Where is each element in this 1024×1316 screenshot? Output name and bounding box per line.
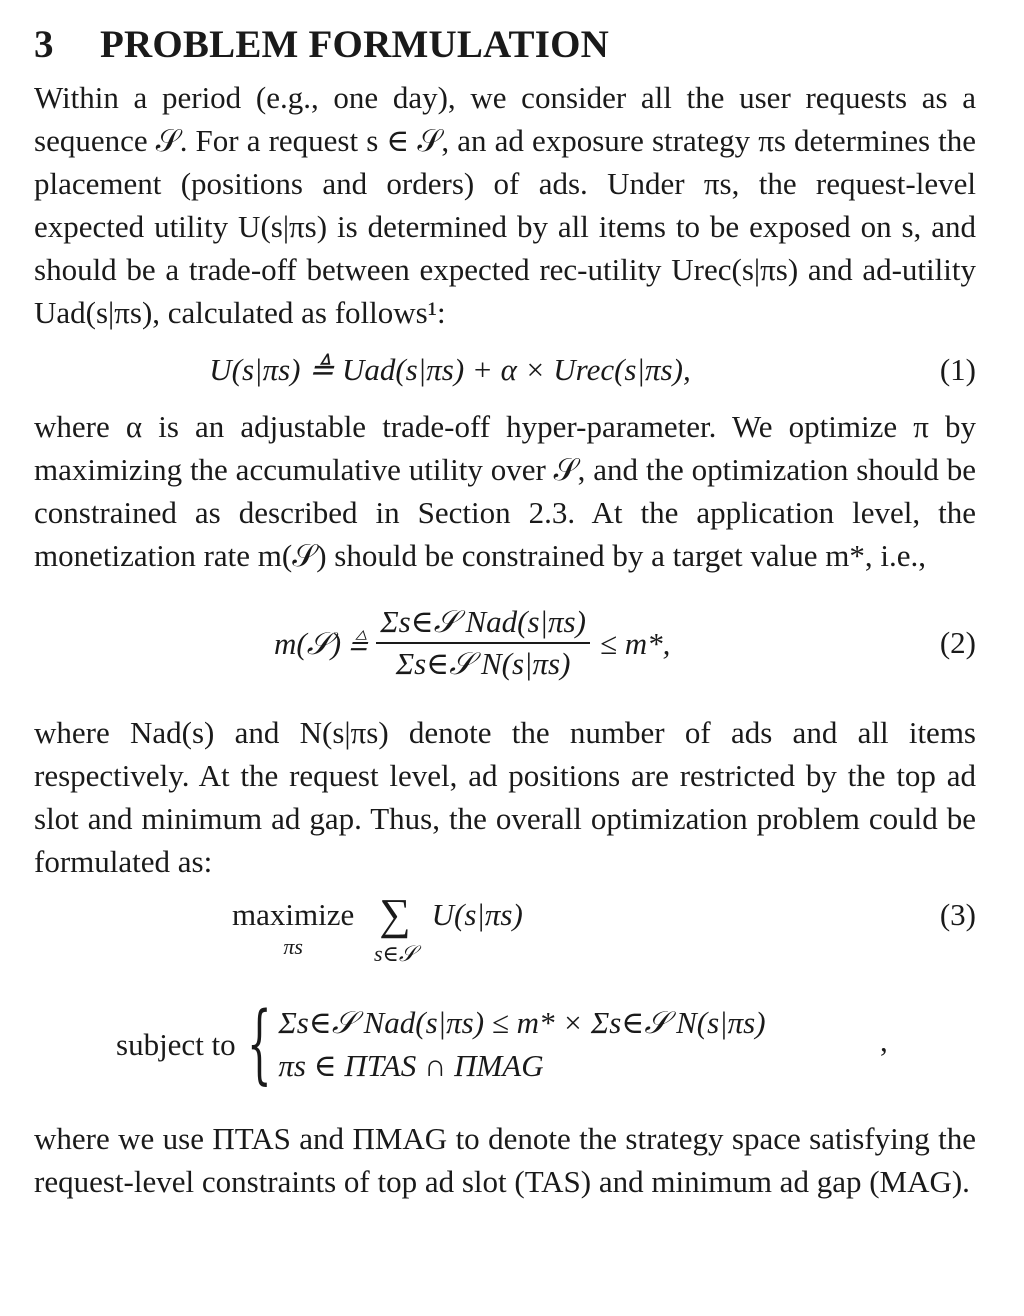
equation-3-operator xyxy=(232,893,354,958)
equation-3-comma: , xyxy=(880,1023,888,1058)
paragraph-3: where Nad(s) and N(s|πs) denote the number of ads and all items respectively. At the request level, ad positions are restricted by the top ad slot and minimum ad gap. Thus, the overall optimization problem could be formulated as: xyxy=(34,715,976,879)
equation-2-numerator: Σs∈𝒮 Nad(s|πs) xyxy=(376,602,590,644)
sum-operator xyxy=(373,890,416,966)
paper-page xyxy=(34,18,976,1203)
equation-3-objective: U(s|πs) xyxy=(431,897,523,932)
equation-2 xyxy=(34,595,976,691)
paragraph-2: where α is an adjustable trade-off hyper-parameter. We optimize π by maximizing the accumulative utility over 𝒮, and the optimization should be constrained as described in Section 2.3. At the application level, the monetization rate m(𝒮) should be constrained by a target value m*, i.e., xyxy=(34,409,976,573)
sum-symbol: ∑ xyxy=(379,890,411,939)
left-brace: { xyxy=(246,994,272,1094)
constraint-2: πs ∈ ΠTAS ∩ ΠMAG xyxy=(278,1048,544,1083)
equation-1-number: (1) xyxy=(939,352,976,387)
equation-2-number: (2) xyxy=(939,625,976,660)
subject-to-label: subject to xyxy=(116,1026,236,1062)
section-heading xyxy=(34,18,976,72)
equation-1 xyxy=(34,348,976,391)
constraint-1: Σs∈𝒮 Nad(s|πs) ≤ m* × Σs∈𝒮 N(s|πs) xyxy=(278,1005,766,1040)
equation-2-fraction xyxy=(376,602,590,684)
section-number: 3 xyxy=(34,23,54,66)
equation-1-body: U(s|πs) ≜ Uad(s|πs) + α × Urec(s|πs), xyxy=(209,352,691,387)
equation-3 xyxy=(34,890,976,1103)
equation-3-number: (3) xyxy=(939,897,976,932)
equation-2-rhs: ≤ m*, xyxy=(599,625,671,661)
maximize-label: maximize xyxy=(232,897,355,932)
maximize-subscript: πs xyxy=(283,934,303,959)
equation-2-denominator: Σs∈𝒮 N(s|πs) xyxy=(395,646,571,681)
section-title: PROBLEM FORMULATION xyxy=(100,23,609,66)
equation-2-lhs: m(𝒮) ≜ xyxy=(274,625,367,661)
sum-subscript: s∈𝒮 xyxy=(373,941,416,966)
paragraph-1: Within a period (e.g., one day), we consider all the user requests as a sequence 𝒮. For a request s ∈ 𝒮, an ad exposure strategy πs determines the placement (positions and orders) of ads. Under πs, the request-level expected utility U(s|πs) is determined by all items to be exposed on s, and should be a trade-off between expected rec-utility Urec(s|πs) and ad-utility Uad(s|πs), calculated as follows¹: xyxy=(34,80,976,330)
paragraph-4: where we use ΠTAS and ΠMAG to denote the strategy space satisfying the request-level constraints of top ad slot (TAS) and minimum ad gap (MAG). xyxy=(34,1121,976,1199)
